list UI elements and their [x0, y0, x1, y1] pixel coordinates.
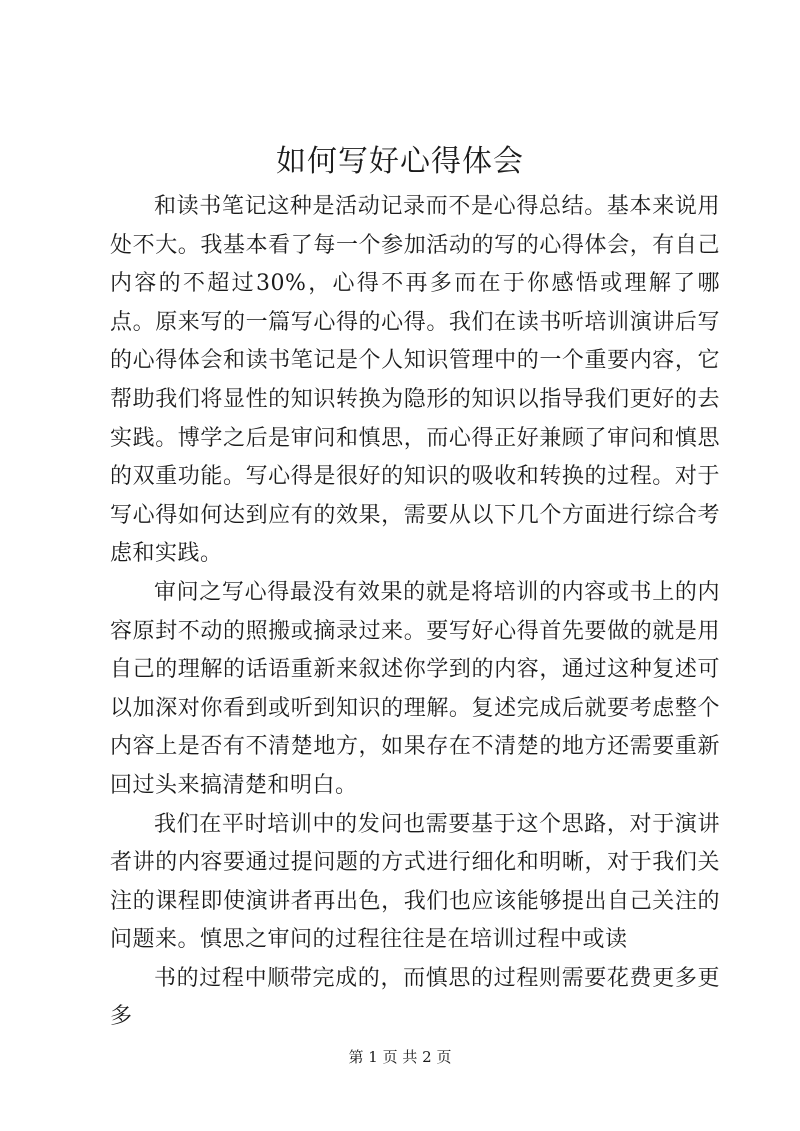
paragraph-1: 和读书笔记这种是活动记录而不是心得总结。基本来说用处不大。我基本看了每一个参加活动的写的心得体会，有自己内容的不超过30%，心得不再多而在于你感悟或理解了哪点。原来写的一篇写心得的心得。我们在读书听培训演讲后写的心得体会和读书笔记是个人知识管理中的一个重要内容，它帮助我们将显性的知识转换为隐形的知识以指导我们更好的去实践。博学之后是审问和慎思，而心得正好兼顾了审问和慎思的双重功能。写心得是很好的知识的吸收和转换的过程。对于写心得如何达到应有的效果，需要从以下几个方面进行综合考虑和实践。: [110, 194, 720, 567]
paragraph-2: 审问之写心得最没有效果的就是将培训的内容或书上的内容原封不动的照搬或摘录过来。要写好心得首先要做的就是用自己的理解的话语重新来叙述你学到的内容，通过这种复述可以加深对你看到或听到知识的理解。复述完成后就要考虑整个内容上是否有不清楚地方，如果存在不清楚的地方还需要重新回过头来搞清楚和明白。: [110, 579, 720, 798]
page-footer: 第 1 页 共 2 页: [348, 1048, 452, 1066]
paragraph-3: 我们在平时培训中的发问也需要基于这个思路，对于演讲者讲的内容要通过提问题的方式进行细化和明晰，对于我们关注的课程即使演讲者再出色，我们也应该能够提出自己关注的问题来。慎思之审问的过程往往是在培训过程中或读: [110, 811, 720, 953]
paragraph-4: 书的过程中顺带完成的，而慎思的过程则需要花费更多更多: [110, 965, 720, 1030]
document-body: [110, 188, 720, 1037]
document-title: 如何写好心得体会: [276, 144, 524, 179]
